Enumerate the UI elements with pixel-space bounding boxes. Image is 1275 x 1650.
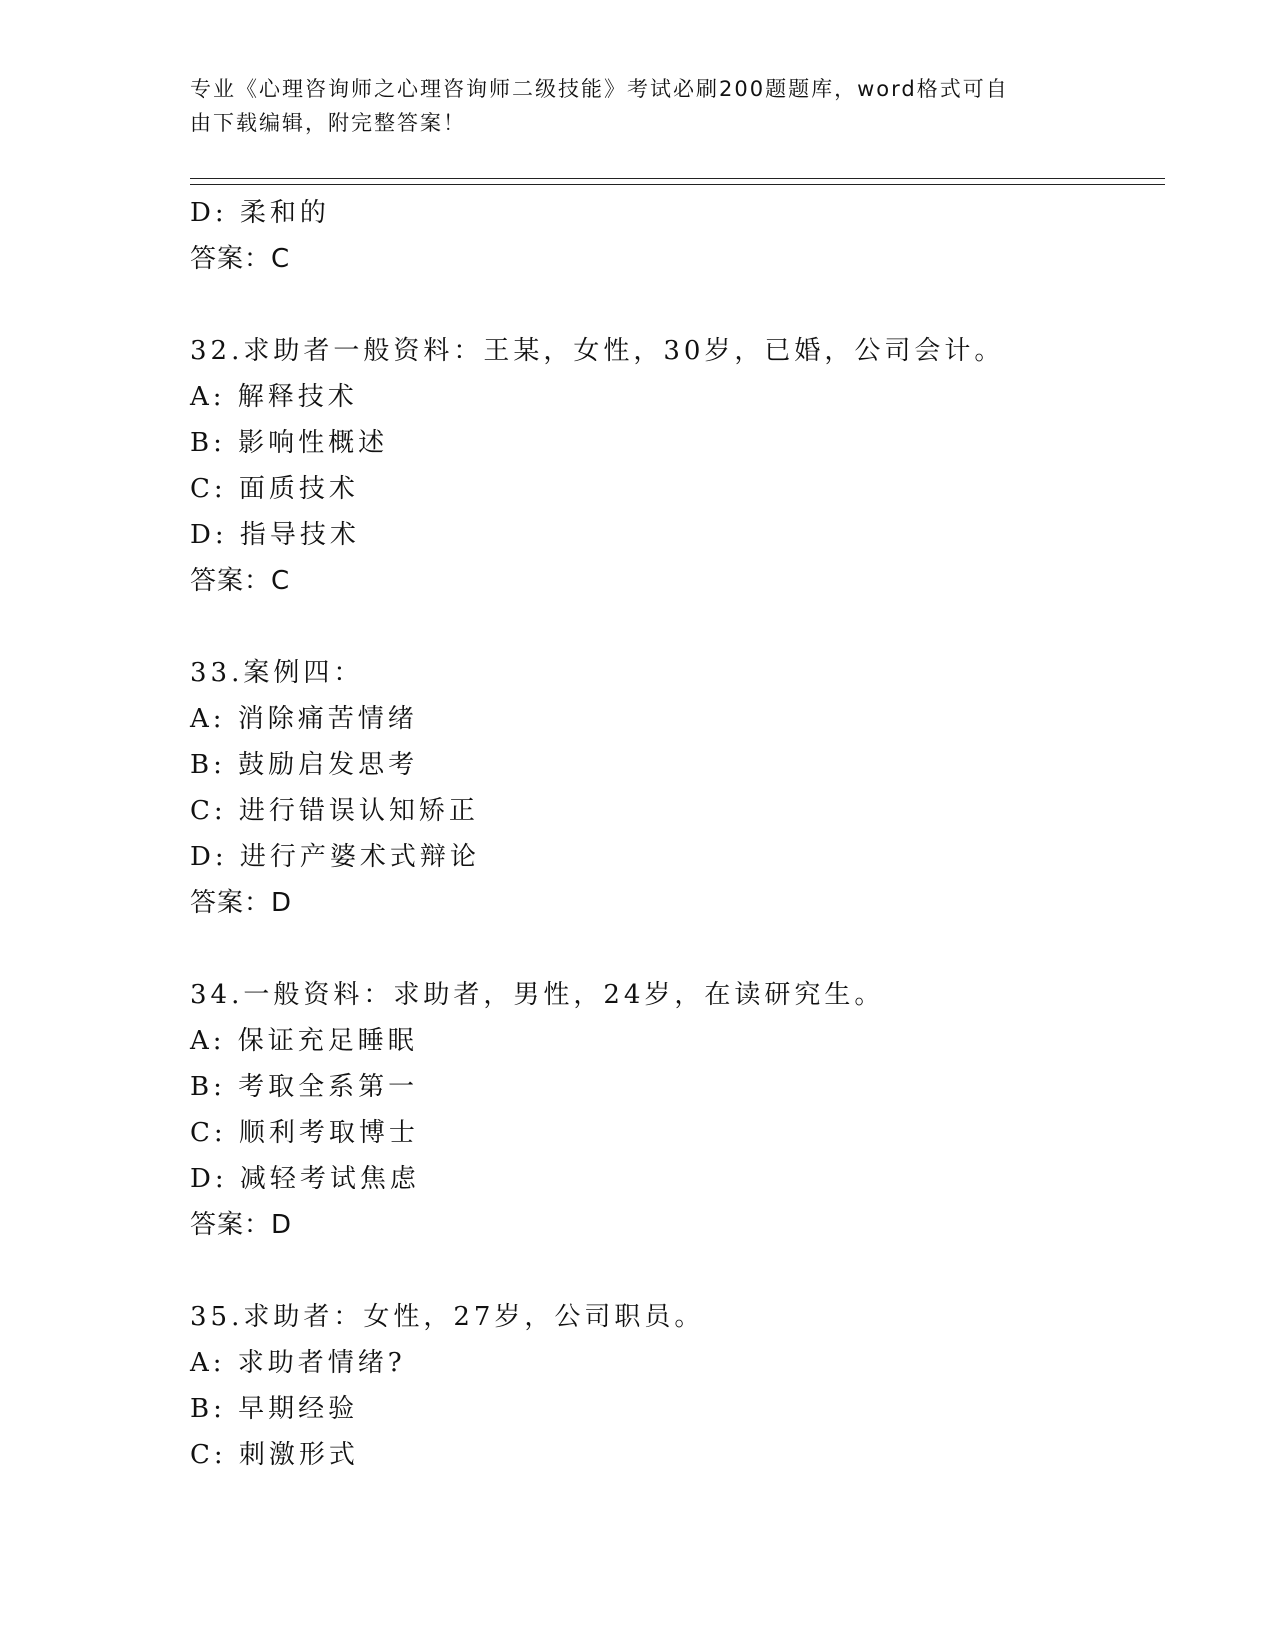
option-b: B: 考取全系第一 xyxy=(190,1072,419,1102)
question-stem: 34.一般资料：求助者，男性，24岁，在读研究生。 xyxy=(190,980,885,1010)
spacer xyxy=(190,282,1165,328)
option-c: C: 面质技术 xyxy=(190,474,359,504)
question-35 xyxy=(190,1294,1165,1478)
previous-question-tail xyxy=(190,190,1165,282)
option-a: A: 消除痛苦情绪 xyxy=(190,704,418,734)
header-line-1: 专业《心理咨询师之心理咨询师二级技能》考试必刷200题题库，word格式可自 xyxy=(190,77,1009,101)
option-d: D: 减轻考试焦虑 xyxy=(190,1164,420,1194)
option-c: C: 进行错误认知矫正 xyxy=(190,796,479,826)
option-c: C: 顺利考取博士 xyxy=(190,1118,419,1148)
answer-line: 答案：D xyxy=(190,888,293,918)
option-b: B: 早期经验 xyxy=(190,1394,359,1424)
option-a: A: 解释技术 xyxy=(190,382,358,412)
option-d: D: 进行产婆术式辩论 xyxy=(190,842,480,872)
answer-line: 答案：C xyxy=(190,566,291,596)
option-c: C: 刺激形式 xyxy=(190,1440,359,1470)
question-stem: 32.求助者一般资料：王某，女性，30岁，已婚，公司会计。 xyxy=(190,336,1005,366)
question-stem: 33.案例四： xyxy=(190,658,364,688)
question-stem: 35.求助者：女性，27岁，公司职员。 xyxy=(190,1302,705,1332)
spacer xyxy=(190,1248,1165,1294)
answer-line: 答案：D xyxy=(190,1210,293,1240)
option-d: D: 指导技术 xyxy=(190,520,360,550)
header-double-rule xyxy=(190,178,1165,185)
option-a: A: 求助者情绪? xyxy=(190,1348,406,1378)
document-header xyxy=(190,72,1070,140)
question-34 xyxy=(190,972,1165,1248)
option-b: B: 鼓励启发思考 xyxy=(190,750,419,780)
option-d: D: 柔和的 xyxy=(190,198,330,228)
answer-line: 答案：C xyxy=(190,244,291,274)
question-33 xyxy=(190,650,1165,926)
question-32 xyxy=(190,328,1165,604)
spacer xyxy=(190,604,1165,650)
option-b: B: 影响性概述 xyxy=(190,428,389,458)
document-body xyxy=(190,190,1165,1478)
header-line-2: 由下载编辑，附完整答案！ xyxy=(190,111,466,135)
option-a: A: 保证充足睡眠 xyxy=(190,1026,418,1056)
spacer xyxy=(190,926,1165,972)
